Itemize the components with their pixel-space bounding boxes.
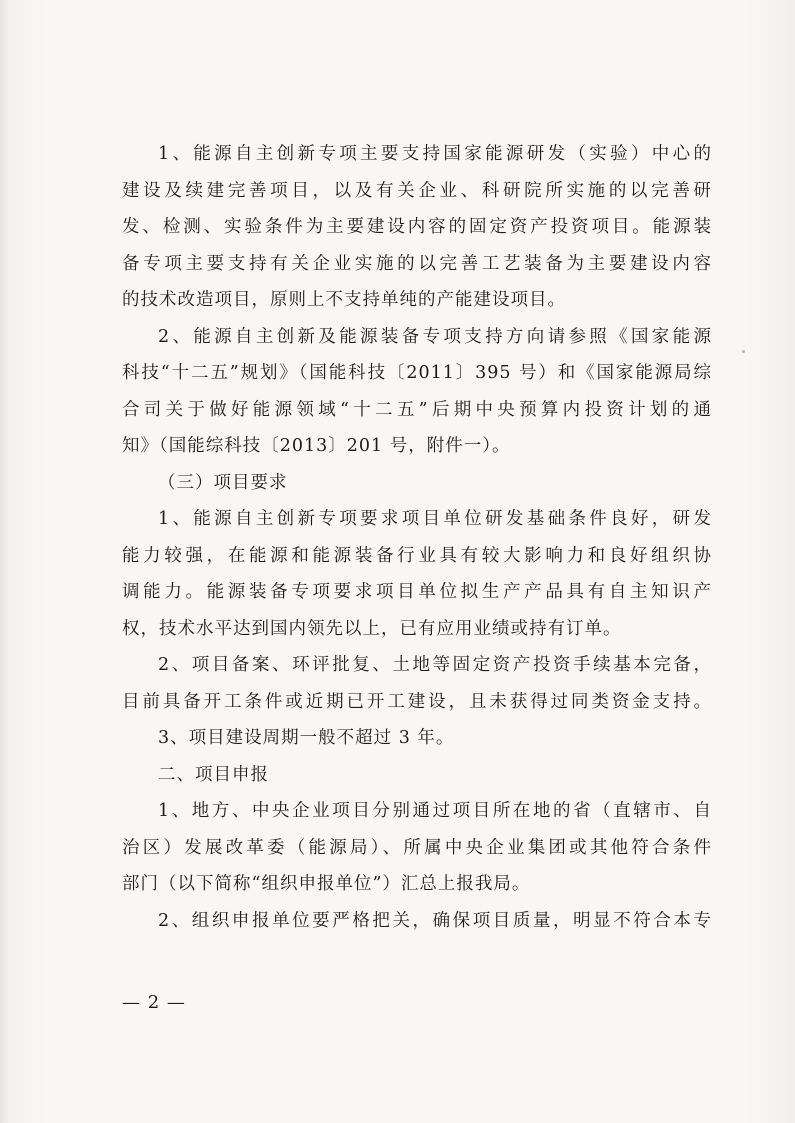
text-line: 的技术改造项目，原则上不支持单纯的产能建设项目。 <box>122 290 566 310</box>
text-line: 部门（以下简称“组织申报单位”）汇总上报我局。 <box>122 874 531 894</box>
text-line: 2、组织申报单位要严格把关，确保项目质量，明显不符合本专 <box>158 910 712 931</box>
section-heading: 二、项目申报 <box>158 764 269 785</box>
text-line: 1、地方、中央企业项目分别通过项目所在地的省（直辖市、自 <box>158 801 712 821</box>
text-line: 权，技术水平达到国内领先以上，已有应用业绩或持有订单。 <box>122 618 622 639</box>
text-line: 调能力。能源装备专项要求项目单位拟生产产品具有自主知识产 <box>122 582 712 602</box>
text-line: 2、能源自主创新及能源装备专项支持方向请参照《国家能源 <box>158 326 712 347</box>
text-line: 发、检测、实验条件为主要建设内容的固定资产投资项目。能源装 <box>122 217 712 237</box>
page-edge-shadow <box>0 0 10 1123</box>
text-line: 建设及续建完善项目，以及有关企业、科研院所实施的以完善研 <box>122 180 712 201</box>
text-line: 能力较强，在能源和能源装备行业具有较大影响力和良好组织协 <box>122 545 712 566</box>
text-line: 目前具备开工条件或近期已开工建设，且未获得过同类资金支持。 <box>122 691 712 712</box>
page-number: — 2 — <box>122 992 186 1013</box>
text-line: 合司关于做好能源领域“十二五”后期中央预算内投资计划的通 <box>122 399 712 420</box>
document-body <box>122 136 712 939</box>
text-line: 2、项目备案、环评批复、土地等固定资产投资手续基本完备， <box>158 655 712 675</box>
text-line: 3、项目建设周期一般不超过 3 年。 <box>158 728 455 748</box>
text-line: 1、能源自主创新专项要求项目单位研发基础条件良好，研发 <box>158 509 712 529</box>
text-line: 备专项主要支持有关企业实施的以完善工艺装备为主要建设内容 <box>122 253 712 274</box>
text-line: 治区）发展改革委（能源局）、所属中央企业集团或其他符合条件 <box>122 837 712 858</box>
text-line: 1、能源自主创新专项主要支持国家能源研发（实验）中心的 <box>158 144 712 164</box>
text-line: 科技“十二五”规划》（国能科技〔2011〕395 号）和《国家能源局综 <box>122 363 712 383</box>
scan-speck <box>742 350 745 353</box>
text-line: 知》（国能综科技〔2013〕201 号，附件一）。 <box>122 436 511 456</box>
section-heading: （三）项目要求 <box>158 472 288 493</box>
